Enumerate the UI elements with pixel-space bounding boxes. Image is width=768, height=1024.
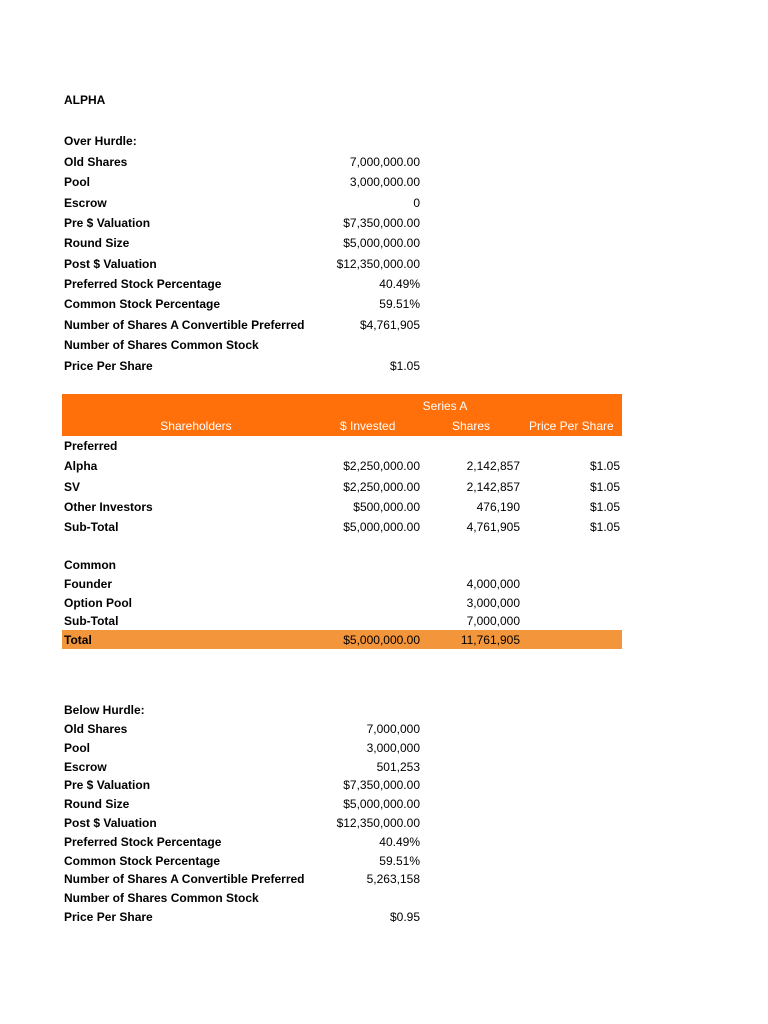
header-shareholders: Shareholders xyxy=(160,419,232,433)
over-hurdle-label: Pre $ Valuation xyxy=(64,216,151,231)
shareholder-invested: $2,250,000.00 xyxy=(343,459,420,473)
series-label: Series A xyxy=(422,399,468,413)
shareholder-name: Founder xyxy=(64,577,112,591)
below-hurdle-value: 5,263,158 xyxy=(366,872,420,887)
below-hurdle-label: Common Stock Percentage xyxy=(64,853,221,868)
below-hurdle-value: 501,253 xyxy=(376,759,420,774)
over-hurdle-label: Preferred Stock Percentage xyxy=(64,277,222,292)
shareholder-pps: $1.05 xyxy=(589,500,620,514)
below-hurdle-value: $7,350,000.00 xyxy=(343,778,420,793)
total-label: Total xyxy=(64,633,92,647)
preferred-subtotal-label: Sub-Total xyxy=(64,520,119,534)
below-hurdle-label: Escrow xyxy=(64,759,107,774)
shareholder-name: Alpha xyxy=(64,459,98,473)
shareholder-name: SV xyxy=(64,479,81,494)
shareholder-invested: $500,000.00 xyxy=(353,500,420,514)
over-hurdle-value: 7,000,000.00 xyxy=(349,155,420,169)
common-heading: Common xyxy=(64,558,116,572)
over-hurdle-label: Pool xyxy=(64,175,90,190)
over-hurdle-label: Number of Shares Common Stock xyxy=(64,338,259,353)
below-hurdle-label: Price Per Share xyxy=(64,910,153,924)
below-hurdle-heading: Below Hurdle: xyxy=(64,703,145,717)
below-hurdle-label: Round Size xyxy=(64,797,130,812)
below-hurdle-label: Number of Shares Common Stock xyxy=(64,891,259,906)
below-hurdle-label: Pool xyxy=(64,740,90,755)
shareholder-shares: 4,000,000 xyxy=(466,577,520,591)
preferred-subtotal-shares: 4,761,905 xyxy=(466,520,520,534)
over-hurdle-value: $12,350,000.00 xyxy=(336,256,420,271)
page-title: ALPHA xyxy=(64,93,106,107)
below-hurdle-value: 3,000,000 xyxy=(366,740,420,755)
preferred-heading: Preferred xyxy=(64,439,118,453)
shareholder-shares: 3,000,000 xyxy=(466,595,520,610)
below-hurdle-value: 7,000,000 xyxy=(366,722,420,736)
below-hurdle-label: Post $ Valuation xyxy=(64,816,157,830)
over-hurdle-label: Old Shares xyxy=(64,155,128,169)
below-hurdle-value: 59.51% xyxy=(379,853,420,868)
shareholder-name: Option Pool xyxy=(64,595,132,610)
below-hurdle-label: Old Shares xyxy=(64,722,128,736)
below-hurdle-value: $0.95 xyxy=(389,910,420,924)
shareholder-shares: 2,142,857 xyxy=(466,459,520,473)
over-hurdle-label: Common Stock Percentage xyxy=(64,297,221,312)
below-hurdle-value: $5,000,000.00 xyxy=(343,797,420,812)
shareholder-shares: 476,190 xyxy=(476,500,520,514)
over-hurdle-value: $1.05 xyxy=(389,358,420,373)
shareholder-pps: $1.05 xyxy=(589,459,620,473)
preferred-subtotal-pps: $1.05 xyxy=(589,520,620,534)
common-subtotal-label: Sub-Total xyxy=(64,614,119,628)
over-hurdle-label: Number of Shares A Convertible Preferred xyxy=(64,317,305,332)
below-hurdle-label: Preferred Stock Percentage xyxy=(64,834,222,849)
over-hurdle-value: 59.51% xyxy=(379,297,420,312)
over-hurdle-heading: Over Hurdle: xyxy=(64,134,137,148)
over-hurdle-label: Post $ Valuation xyxy=(64,256,157,271)
common-subtotal-shares: 7,000,000 xyxy=(466,614,520,628)
shareholder-name: Other Investors xyxy=(64,500,153,514)
over-hurdle-value: 40.49% xyxy=(379,277,420,292)
below-hurdle-value: 40.49% xyxy=(379,834,420,849)
over-hurdle-value: 0 xyxy=(413,195,420,210)
header-shares: Shares xyxy=(452,419,491,433)
header-invested: $ Invested xyxy=(340,419,396,433)
preferred-subtotal-invested: $5,000,000.00 xyxy=(343,520,420,534)
shareholder-invested: $2,250,000.00 xyxy=(343,479,420,494)
total-invested: $5,000,000.00 xyxy=(343,633,420,647)
over-hurdle-label: Round Size xyxy=(64,236,130,251)
over-hurdle-value: 3,000,000.00 xyxy=(349,175,420,190)
total-shares: 11,761,905 xyxy=(460,633,520,647)
over-hurdle-label: Price Per Share xyxy=(64,358,153,373)
below-hurdle-label: Pre $ Valuation xyxy=(64,778,151,793)
header-price-per-share: Price Per Share xyxy=(529,419,614,433)
over-hurdle-value: $5,000,000.00 xyxy=(343,236,420,251)
over-hurdle-label: Escrow xyxy=(64,195,107,210)
shareholder-pps: $1.05 xyxy=(589,479,620,494)
below-hurdle-label: Number of Shares A Convertible Preferred xyxy=(64,872,305,887)
shareholder-shares: 2,142,857 xyxy=(466,479,520,494)
below-hurdle-value: $12,350,000.00 xyxy=(336,816,420,830)
over-hurdle-value: $4,761,905 xyxy=(359,317,420,332)
over-hurdle-value: $7,350,000.00 xyxy=(343,216,420,231)
